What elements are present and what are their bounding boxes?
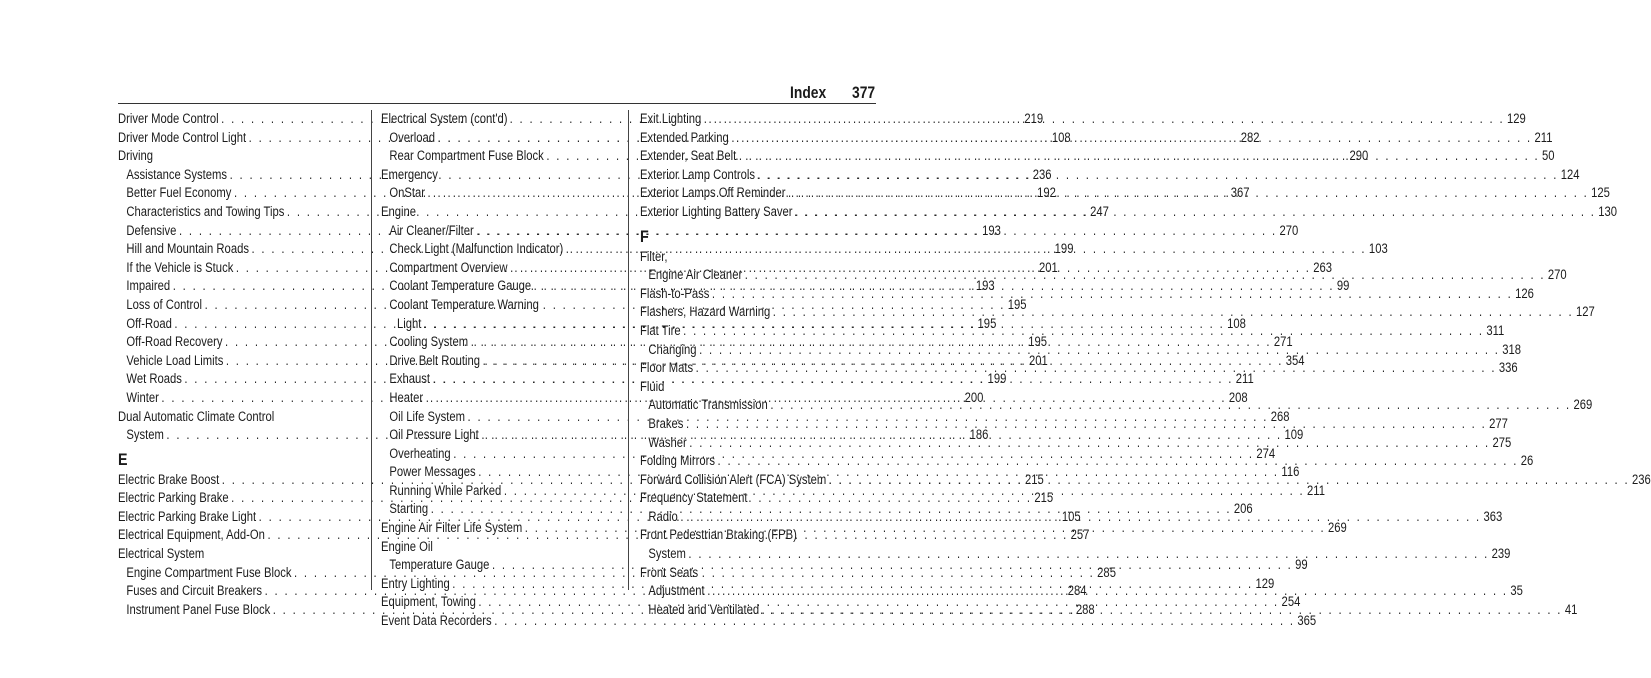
page-ref: 271 (1273, 334, 1293, 350)
leader-dots (795, 204, 1596, 219)
leader-dots (683, 323, 1484, 338)
page-ref: 108 (1051, 129, 1071, 145)
entry-label: Engine (381, 203, 417, 219)
page-ref: 211 (1235, 371, 1254, 387)
page-ref: 109 (1284, 427, 1304, 443)
index-heading (118, 545, 365, 564)
index-heading (640, 564, 887, 583)
page-ref: 186 (969, 427, 989, 443)
page-ref: 99 (1295, 557, 1308, 573)
page-ref: 199 (987, 371, 1007, 387)
page-ref: 126 (1515, 285, 1534, 301)
entry-label: If the Vehicle is Stuck (126, 259, 234, 275)
page-ref: 363 (1483, 508, 1503, 524)
page-ref: 199 (1054, 241, 1074, 257)
entry-label: Exhaust (389, 371, 431, 387)
page-ref: 201 (1039, 259, 1058, 275)
page-ref: 124 (1560, 166, 1580, 182)
page-ref: 211 (1307, 482, 1325, 498)
leader-dots (829, 472, 1630, 487)
page-ref: 215 (1034, 490, 1054, 506)
entry-label: Impaired (126, 278, 171, 294)
entry-label: Dual Automatic Climate Control (118, 408, 275, 424)
page-ref: 270 (1279, 222, 1299, 238)
entry-label: Temperature Gauge (389, 557, 490, 573)
entry-label: Folding Mirrors (640, 453, 716, 469)
entry-label: Oil Life System (389, 408, 466, 424)
page-number: 377 (852, 84, 876, 102)
index-entry (381, 612, 1317, 631)
entry-label: Heater (389, 389, 424, 405)
page-ref: 195 (1028, 334, 1047, 350)
entry-label: Engine Air Cleaner (648, 267, 743, 283)
entry-label: Hill and Mountain Roads (126, 241, 249, 257)
entry-label: System (126, 427, 164, 443)
entry-label: System (648, 546, 686, 562)
index-heading (640, 526, 887, 545)
page-ref: 200 (964, 389, 984, 405)
entry-label: Floor Mats (640, 360, 694, 376)
entry-label: OnStar (389, 185, 426, 201)
entry-label: Running While Parked (389, 482, 502, 498)
page-ref: 193 (982, 222, 1001, 238)
entry-label: Starting (389, 501, 429, 517)
entry-label: Adjustment (648, 583, 705, 599)
page-ref: 257 (1070, 527, 1090, 543)
entry-label: Flashers, Hazard Warning (640, 304, 771, 320)
index-heading (381, 538, 628, 557)
entry-label: Front Seats (640, 564, 699, 580)
entry-label: Brakes (648, 415, 684, 431)
index-heading (118, 408, 365, 427)
page-ref: 206 (1233, 501, 1253, 517)
entry-label: Vehicle Load Limits (126, 352, 224, 368)
entry-label: Flash-to-Pass (640, 285, 710, 301)
leader-dots (689, 435, 1490, 450)
page-ref: 263 (1313, 259, 1333, 275)
page-ref: 129 (1255, 575, 1275, 591)
page-ref: 208 (1228, 389, 1248, 405)
page-ref: 211 (1534, 129, 1553, 145)
entry-label: Instrument Panel Fuse Block (126, 601, 271, 617)
entry-label: Air Cleaner/Filter (389, 222, 474, 238)
entry-label: Front Pedestrian Braking (FPB) (640, 527, 797, 543)
page-ref: 193 (975, 278, 995, 294)
page-ref: 269 (1573, 397, 1593, 413)
page-ref: 282 (1240, 129, 1260, 145)
entry-label: Assistance Systems (126, 166, 228, 182)
entry-label: Frequency Statement (640, 490, 748, 506)
page-ref: 50 (1542, 148, 1555, 164)
page-ref: 365 (1297, 613, 1317, 629)
leader-dots (704, 111, 1505, 126)
index-heading (381, 203, 628, 222)
page-header-title: Index (790, 84, 827, 102)
leader-dots (696, 360, 1497, 375)
page-ref: 125 (1591, 185, 1610, 201)
leader-dots (739, 148, 1540, 163)
entry-label: Engine Air Filter Life System (381, 520, 523, 536)
header-rule (118, 103, 876, 104)
page-ref: 130 (1598, 203, 1618, 219)
page-ref: 268 (1270, 408, 1290, 424)
entry-label: Coolant Temperature Warning (389, 296, 539, 312)
index-heading (381, 110, 628, 129)
page-ref: 354 (1285, 352, 1305, 368)
entry-label: Washer (648, 434, 687, 450)
entry-label: Filter, (640, 248, 668, 264)
entry-label: Better Fuel Economy (126, 185, 232, 201)
leader-dots (770, 397, 1571, 412)
page-ref: 311 (1486, 322, 1505, 338)
entry-label: Exterior Lamp Controls (640, 166, 756, 182)
page-ref: 195 (1007, 296, 1027, 312)
column-divider (371, 110, 372, 590)
index-heading (640, 378, 887, 397)
leader-dots (773, 304, 1574, 319)
entry-label: Driver Mode Control Light (118, 129, 247, 145)
entry-label: Extender, Seat Belt (640, 148, 737, 164)
page-ref: 108 (1227, 315, 1246, 331)
entry-label: Compartment Overview (389, 259, 508, 275)
entry-label: Wet Roads (126, 371, 182, 387)
entry-label: Coolant Temperature Gauge (389, 278, 532, 294)
page-ref: 192 (1037, 185, 1056, 201)
page-ref: 270 (1547, 267, 1567, 283)
entry-label: Changing (648, 341, 697, 357)
leader-dots (707, 583, 1508, 598)
page-ref: 367 (1230, 185, 1250, 201)
page-ref: 41 (1564, 601, 1578, 617)
index-heading (118, 147, 365, 166)
entry-label: Rear Compartment Fuse Block (389, 148, 544, 164)
leader-dots (699, 342, 1500, 357)
entry-label: Exterior Lighting Battery Saver (640, 203, 793, 219)
entry-label: Driver Mode Control (118, 111, 219, 126)
page-ref: 215 (1024, 471, 1044, 487)
index-heading (381, 166, 628, 185)
entry-label: Defensive (126, 222, 177, 238)
index-heading (381, 296, 628, 315)
entry-label: Flat Tire (640, 322, 681, 338)
page-ref: 35 (1510, 583, 1523, 599)
entry-label: Driving (118, 148, 154, 164)
page-ref: 274 (1256, 445, 1276, 461)
page-ref: 201 (1029, 352, 1048, 368)
entry-label: Light (396, 315, 422, 331)
leader-dots (731, 130, 1532, 145)
entry-label: Electric Brake Boost (118, 471, 220, 487)
page-ref: 318 (1502, 341, 1522, 357)
entry-label: Electric Parking Brake (118, 490, 229, 506)
index-heading (640, 248, 887, 267)
section-letter (118, 445, 365, 471)
page-ref: 269 (1328, 520, 1347, 536)
entry-label: Power Messages (389, 464, 476, 480)
leader-dots (688, 546, 1489, 561)
leader-dots (788, 185, 1589, 200)
leader-dots (686, 416, 1487, 431)
entry-label: Event Data Recorders (381, 613, 492, 629)
entry-label: Fuses and Circuit Breakers (126, 583, 263, 599)
leader-dots (680, 509, 1481, 524)
page-ref: 105 (1061, 508, 1081, 524)
entry-label: Winter (126, 389, 159, 405)
column-divider (628, 110, 629, 590)
entry-label: Exterior Lamps Off Reminder (640, 185, 786, 201)
entry-label: Electric Parking Brake Light (118, 508, 257, 524)
entry-label: Entry Lighting (381, 575, 450, 591)
page-ref: 99 (1336, 278, 1350, 294)
entry-label: Forward Collision Alert (FCA) System (640, 471, 827, 487)
entry-label: Radio (648, 508, 678, 524)
entry-label: Overload (389, 129, 436, 145)
page-ref: 284 (1067, 583, 1087, 599)
entry-label: Electrical System (cont'd) (381, 111, 508, 126)
page-ref: 127 (1575, 304, 1595, 320)
page-ref: 290 (1349, 148, 1369, 164)
page-ref: 195 (977, 315, 997, 331)
leader-dots (712, 286, 1513, 301)
entry-label: Cooling System (389, 334, 469, 350)
entry-label: Fluid (640, 378, 665, 394)
page-ref: 129 (1506, 111, 1526, 126)
index-heading (640, 489, 887, 508)
entry-label: Emergency (381, 166, 438, 182)
page-ref: 336 (1498, 360, 1518, 376)
entry-label: Check Light (Malfunction Indicator) (389, 241, 564, 257)
page-ref: 219 (1024, 111, 1044, 126)
entry-label: Heated and Ventilated (648, 601, 760, 617)
entry-label: Electrical Equipment, Add-On (118, 527, 265, 543)
page-ref: 285 (1097, 564, 1116, 580)
leader-dots (762, 602, 1563, 617)
page-ref: 254 (1281, 594, 1301, 610)
entry-label: Automatic Transmission (648, 397, 768, 413)
leader-dots (745, 267, 1546, 282)
section-letter-label: F (640, 226, 649, 246)
entry-label: Equipment, Towing (381, 594, 476, 610)
page-ref: 236 (1631, 471, 1651, 487)
section-letter (640, 222, 887, 248)
entry-label: Oil Pressure Light (389, 427, 479, 443)
page-ref: 247 (1090, 203, 1109, 219)
page-ref: 288 (1075, 601, 1095, 617)
entry-label: Overheating (389, 445, 451, 461)
entry-label: Off-Road Recovery (126, 334, 223, 350)
entry-label: Engine Compartment Fuse Block (126, 564, 292, 580)
page-ref: 116 (1281, 464, 1300, 480)
page-ref: 26 (1520, 453, 1534, 469)
entry-label: Characteristics and Towing Tips (126, 203, 285, 219)
entry-label: Off-Road (126, 315, 172, 331)
index-subentry (640, 545, 1511, 564)
page-ref: 275 (1492, 434, 1512, 450)
entry-label: Electrical System (118, 546, 205, 562)
leader-dots (718, 453, 1519, 468)
entry-label: Extended Parking (640, 129, 729, 145)
entry-label: Drive Belt Routing (389, 352, 481, 368)
leader-dots (758, 167, 1559, 182)
page-ref: 277 (1489, 415, 1508, 431)
entry-label: Exit Lighting (640, 111, 702, 126)
entry-label: Engine Oil (381, 538, 433, 554)
page-ref: 239 (1491, 546, 1511, 562)
page-ref: 103 (1368, 241, 1388, 257)
page-ref: 236 (1032, 166, 1052, 182)
entry-label: Loss of Control (126, 296, 203, 312)
section-letter-label: E (118, 449, 128, 469)
